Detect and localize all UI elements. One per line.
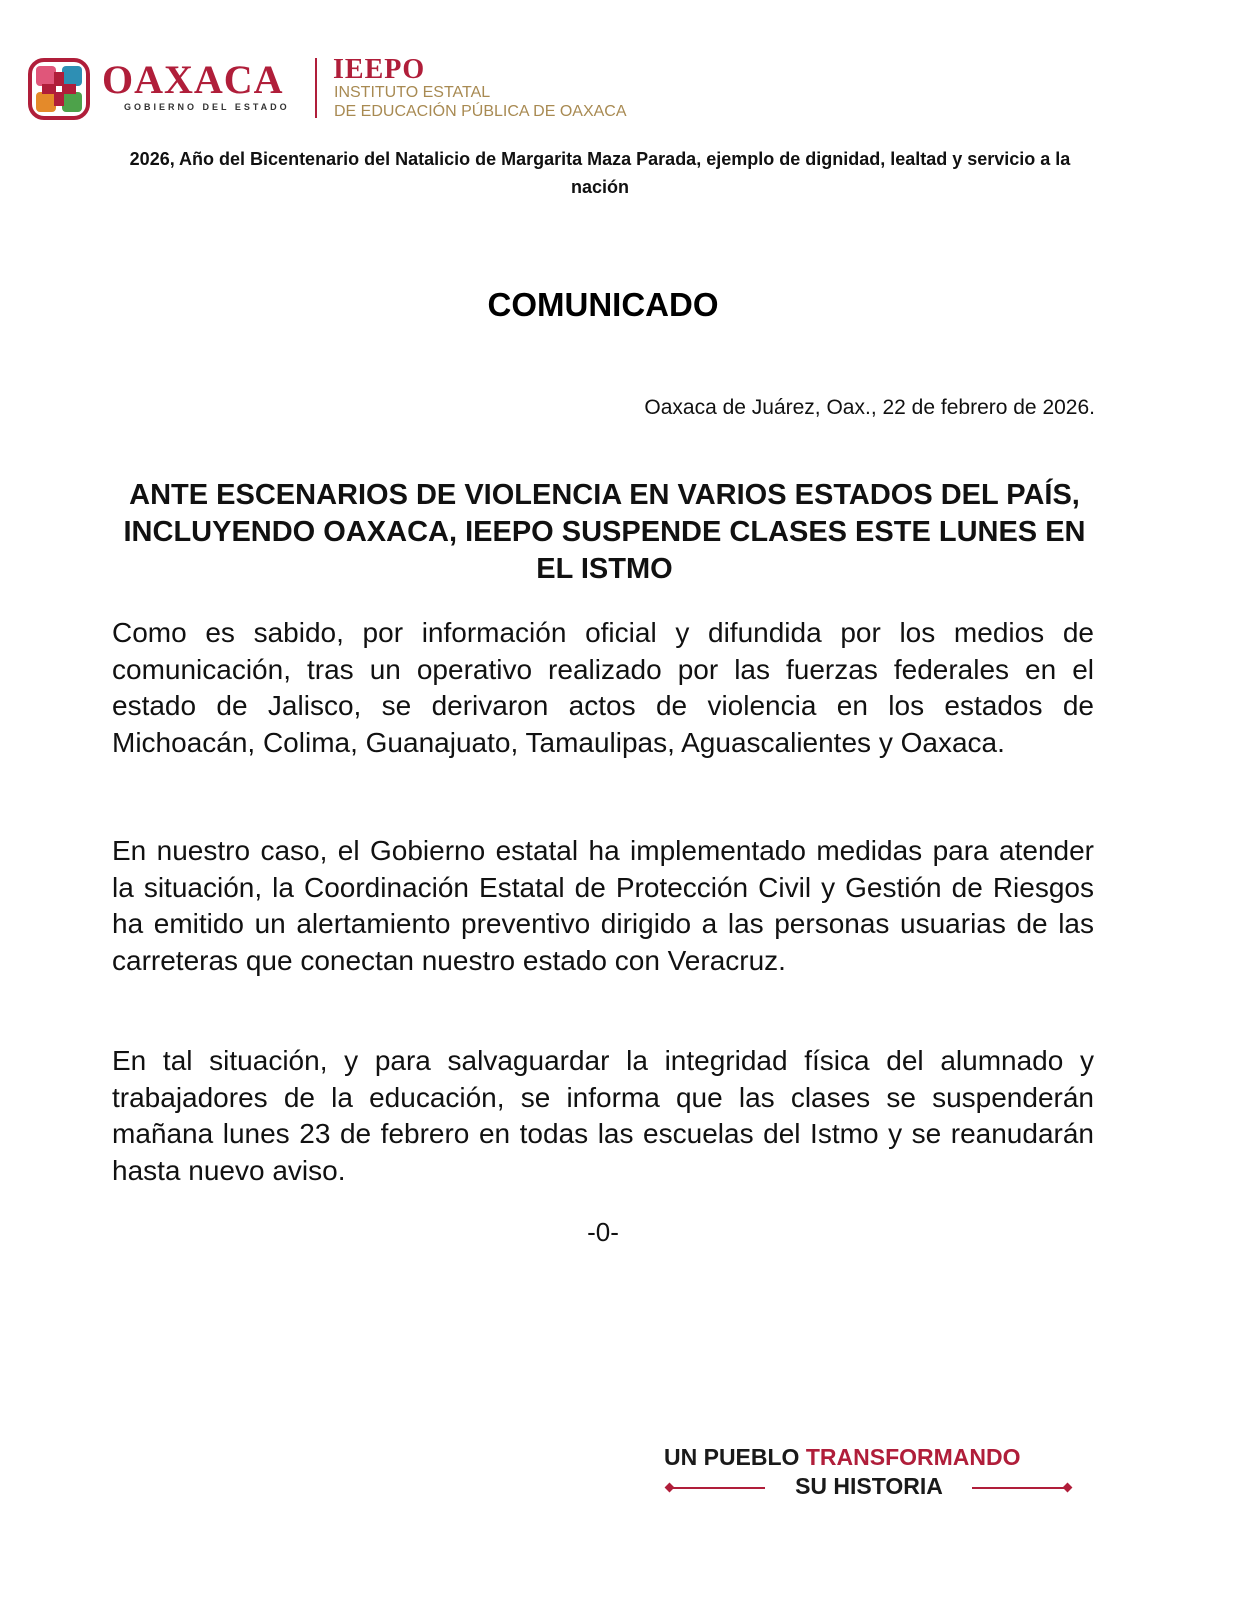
body-paragraph: Como es sabido, por información oficial y difundida por los medios de comunicación, tras un operativo realizado por las fuerzas federales en el estado de Jalisco, se derivaron actos de violencia en los estados de Michoacán, Colima, Guanajuato, Tamaulipas, Aguascalientes y Oaxaca. xyxy=(112,617,1094,758)
institute-name-line2: DE EDUCACIÓN PÚBLICA DE OAXACA xyxy=(334,103,627,120)
gobierno-del-estado-text: GOBIERNO DEL ESTADO xyxy=(124,102,290,112)
slogan-line1 xyxy=(664,1444,1021,1471)
institute-name-line1: INSTITUTO ESTATAL xyxy=(334,84,491,101)
year-motto: 2026, Año del Bicentenario del Natalicio de Margarita Maza Parada, ejemplo de dignidad, lealtad y servicio a la nación xyxy=(129,149,1071,197)
slogan-part1: UN PUEBLO xyxy=(664,1444,806,1470)
document-title: COMUNICADO xyxy=(487,286,719,323)
press-headline: ANTE ESCENARIOS DE VIOLENCIA EN VARIOS ESTADOS DEL PAÍS, INCLUYENDO OAXACA, IEEPO SUSPENDE CLASES ESTE LUNES EN EL ISTMO xyxy=(123,479,1086,585)
ieepo-acronym: IEEPO xyxy=(333,54,426,85)
footer-slogan xyxy=(664,1444,1074,1504)
slogan-line2: SU HISTORIA xyxy=(795,1473,943,1499)
slogan-part2: TRANSFORMANDO xyxy=(805,1444,1021,1470)
document-date: Oaxaca de Juárez, Oax., 22 de febrero de 2026. xyxy=(644,396,1095,419)
oaxaca-emblem-icon xyxy=(28,58,90,120)
closing-mark: -0- xyxy=(587,1217,619,1247)
body-paragraph: En nuestro caso, el Gobierno estatal ha implementado medidas para atender la situación, la Coordinación Estatal de Protección Civil y Gestión de Riesgos ha emitido un alertamiento preventivo dirigido a las personas usuarias de las carreteras que conectan nuestro estado con Veracruz. xyxy=(112,835,1094,976)
body-paragraph: En tal situación, y para salvaguardar la integridad física del alumnado y trabajadores de la educación, se informa que las clases se suspenderán mañana lunes 23 de febrero en todas las escuelas del Istmo y se reanudarán hasta nuevo aviso. xyxy=(112,1045,1094,1186)
slogan-rule-right xyxy=(972,1487,1067,1489)
letterhead xyxy=(28,52,668,124)
logo-divider xyxy=(315,58,317,118)
oaxaca-logo-text: OAXACA xyxy=(102,57,284,102)
